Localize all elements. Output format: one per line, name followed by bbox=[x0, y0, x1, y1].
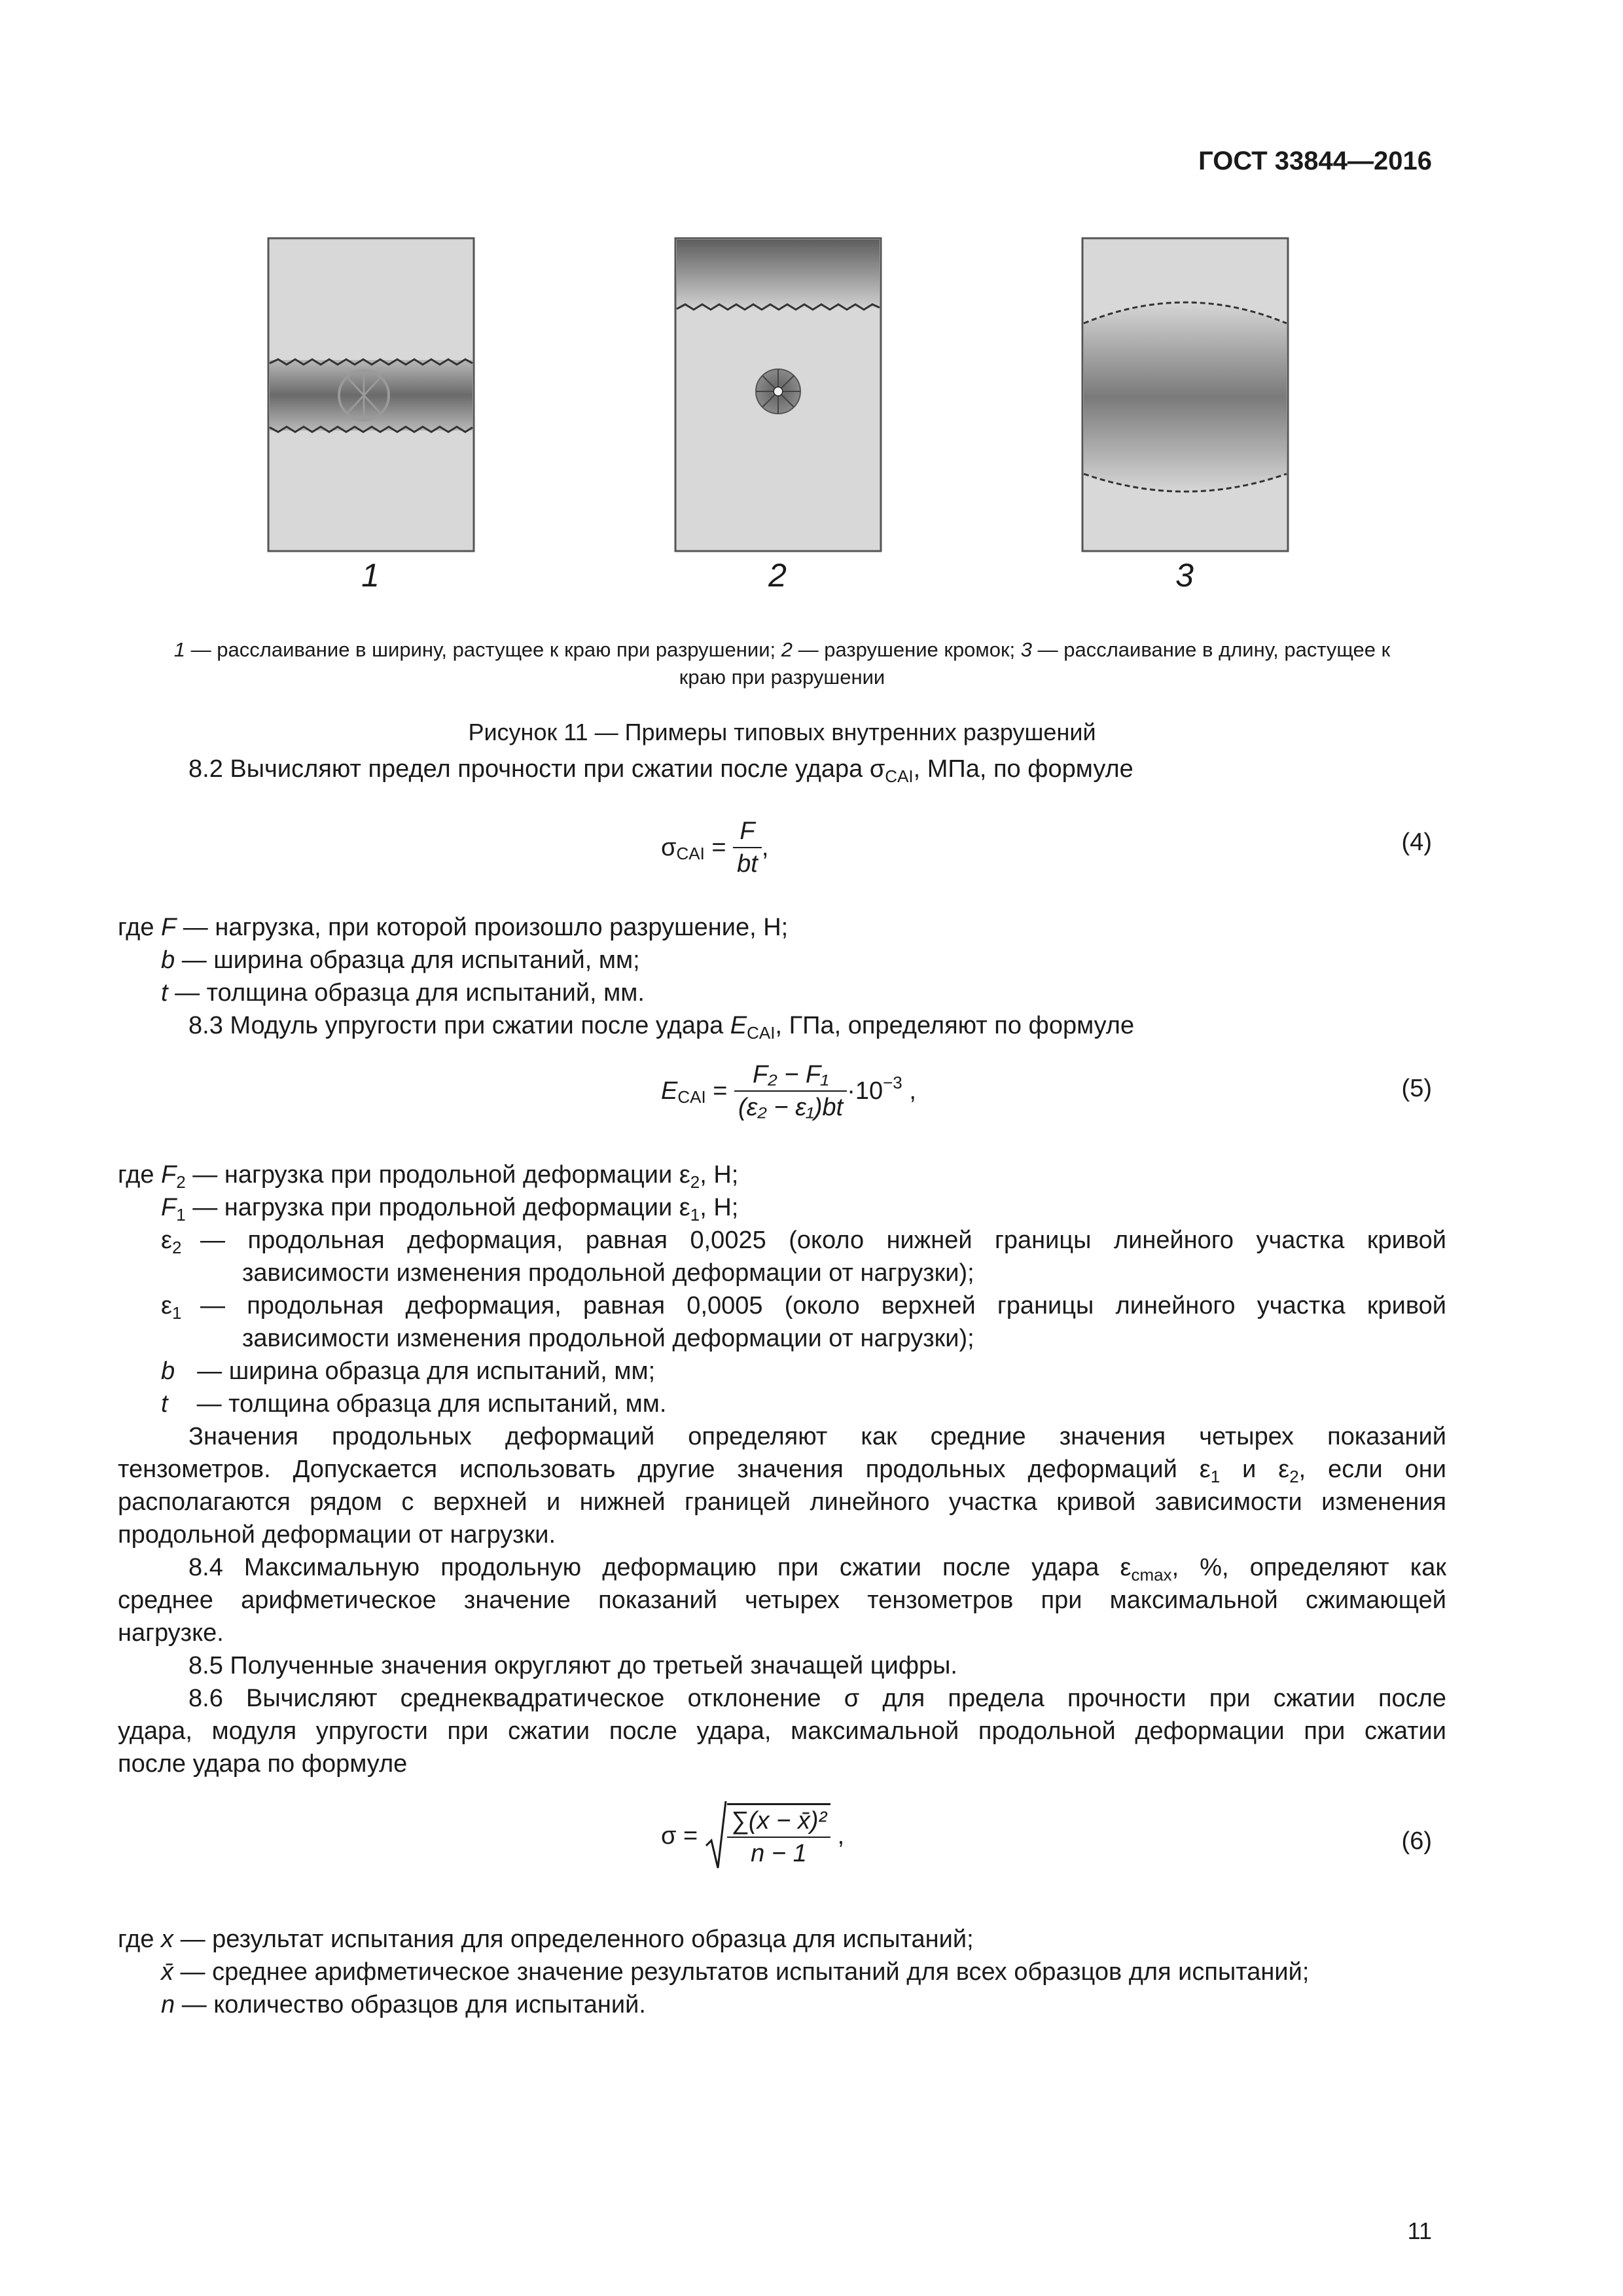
strain-paragraph-line-3: располагаются рядом с верхней и нижней границей линейного участка кривой зависимости изменения bbox=[118, 1488, 1446, 1516]
where-5-e1-line-2: зависимости изменения продольной деформации от нагрузки); bbox=[242, 1325, 974, 1352]
specimen-panel-2 bbox=[675, 238, 881, 551]
where-6-x: где x — результат испытания для определенного образца для испытаний; bbox=[118, 1926, 974, 1953]
formula-6-numerator: ∑(x − x̄)² bbox=[727, 1805, 830, 1838]
where-5-e2-line-2: зависимости изменения продольной деформации от нагрузки); bbox=[242, 1259, 974, 1287]
figure-panel-label-3: 3 bbox=[1175, 557, 1194, 594]
where-5-e1-line-1: — продольная деформация, равная 0,0005 (около верхней границы линейного участка кривой bbox=[200, 1292, 1446, 1319]
specimen-panel-1 bbox=[268, 238, 474, 551]
section-8-4-line-1: 8.4 Максимальную продольную деформацию при сжатии после удара $\varepsilon_{cmax}$, %, определяют как bbox=[188, 1554, 1447, 1585]
figure-caption: Рисунок 11 — Примеры типовых внутренних разрушений bbox=[468, 719, 1096, 745]
where-4-t: t — толщина образца для испытаний, мм. bbox=[161, 979, 645, 1007]
where-5-e2-symbol: $\varepsilon_2$ bbox=[161, 1227, 182, 1257]
where-5-b: b — ширина образца для испытаний, мм; bbox=[161, 1357, 656, 1385]
page-number: 11 bbox=[1407, 2217, 1432, 2244]
figure-panel-label-1: 1 bbox=[361, 557, 380, 594]
specimen-panel-3 bbox=[1082, 238, 1288, 551]
section-8-5-text: 8.5 Полученные значения округляют до третьей значащей цифры. bbox=[188, 1652, 957, 1679]
section-8-4-line-2: среднее арифметическое значение показаний четырех тензометров при максимальной сжимающей bbox=[118, 1587, 1446, 1614]
figure-legend-line-2: краю при разрушении bbox=[679, 666, 885, 689]
formula-5-denominator: (ε₂ − ε₁)bt bbox=[738, 1094, 844, 1121]
figure-legend-line-1: 1 — расслаивание в ширину, растущее к краю при разрушении; 2 — разрушение кромок; 3 — расслаивание в длину, растущее к bbox=[173, 638, 1391, 661]
formula-6: σ = $\frac{\text{∑(x − x̄)²}}{n - 1}$ , bbox=[661, 1800, 844, 1872]
where-5-F1: $F_1$ — нагрузка при продольной деформации $\varepsilon_1$, Н; bbox=[161, 1194, 739, 1225]
where-6-xbar: x̄ — среднее арифметическое значение результатов испытаний для всех образцов для испытаний; bbox=[161, 1958, 1310, 1986]
formula-5: $E_{CAI}$ = $\frac{\text{F₂ − F₁}}{\text{(ε₂ − ε₁)bt}}$ $\cdot 10^{-3}$ , bbox=[661, 1059, 916, 1123]
formula-4-number: (4) bbox=[1401, 829, 1432, 856]
strain-paragraph-line-2: тензометров. Допускается использовать другие значения продольных деформаций $\varepsilon_1$ и $\varepsilon_2$, если они bbox=[118, 1456, 1446, 1486]
sqrt-sign-icon bbox=[705, 1800, 727, 1872]
where-4-F: где F — нагрузка, при которой произошло разрушение, Н; bbox=[118, 914, 789, 941]
where-5-t: t — толщина образца для испытаний, мм. bbox=[161, 1390, 667, 1418]
where-4-b: b — ширина образца для испытаний, мм; bbox=[161, 946, 640, 974]
figure-panel-label-2: 2 bbox=[768, 557, 787, 594]
section-8-4-line-3: нагрузке. bbox=[118, 1619, 224, 1647]
formula-5-numerator: F₂ − F₁ bbox=[734, 1059, 847, 1092]
strain-paragraph-line-4: продольной деформации от нагрузки. bbox=[118, 1521, 556, 1549]
section-8-6-line-3: после удара по формуле bbox=[118, 1750, 408, 1778]
formula-6-number: (6) bbox=[1401, 1827, 1432, 1855]
formula-4-denominator: bt bbox=[737, 850, 758, 878]
formula-4: $\sigma_{CAI}$ = $\frac{F}{bt}$ , bbox=[661, 816, 768, 880]
section-8-3-text: 8.3 Модуль упругости при сжатии после удара $E_{CAI}$, ГПа, определяют по формуле bbox=[188, 1012, 1135, 1043]
section-8-2-text: 8.2 Вычисляют предел прочности при сжатии после удара $\sigma_{CAI}$, МПа, по формуле bbox=[188, 755, 1133, 786]
section-8-6-line-2: удара, модуля упругости при сжатии после удара, максимальной продольной деформации при сжатии bbox=[118, 1717, 1446, 1745]
where-5-e1-symbol: $\varepsilon_1$ bbox=[161, 1292, 182, 1323]
figure-legend bbox=[118, 636, 1446, 691]
formula-6-denominator: n − 1 bbox=[751, 1839, 807, 1867]
where-6-n: n — количество образцов для испытаний. bbox=[161, 1991, 646, 2018]
document-header: ГОСТ 33844—2016 bbox=[1198, 147, 1432, 175]
formula-5-number: (5) bbox=[1401, 1075, 1432, 1102]
formula-4-numerator: F bbox=[733, 816, 762, 848]
strain-paragraph-line-1: Значения продольных деформаций определяют как средние значения четырех показаний bbox=[188, 1423, 1446, 1450]
where-5-F2: где $F_2$ — нагрузка при продольной деформации $\varepsilon_2$, Н; bbox=[118, 1161, 739, 1192]
section-8-6-line-1: 8.6 Вычисляют среднеквадратическое отклонение σ для предела прочности при сжатии после bbox=[188, 1685, 1446, 1712]
where-5-e2-line-1: — продольная деформация, равная 0,0025 (около нижней границы линейного участка кривой bbox=[200, 1227, 1446, 1254]
figure-11-specimens bbox=[262, 236, 1296, 563]
